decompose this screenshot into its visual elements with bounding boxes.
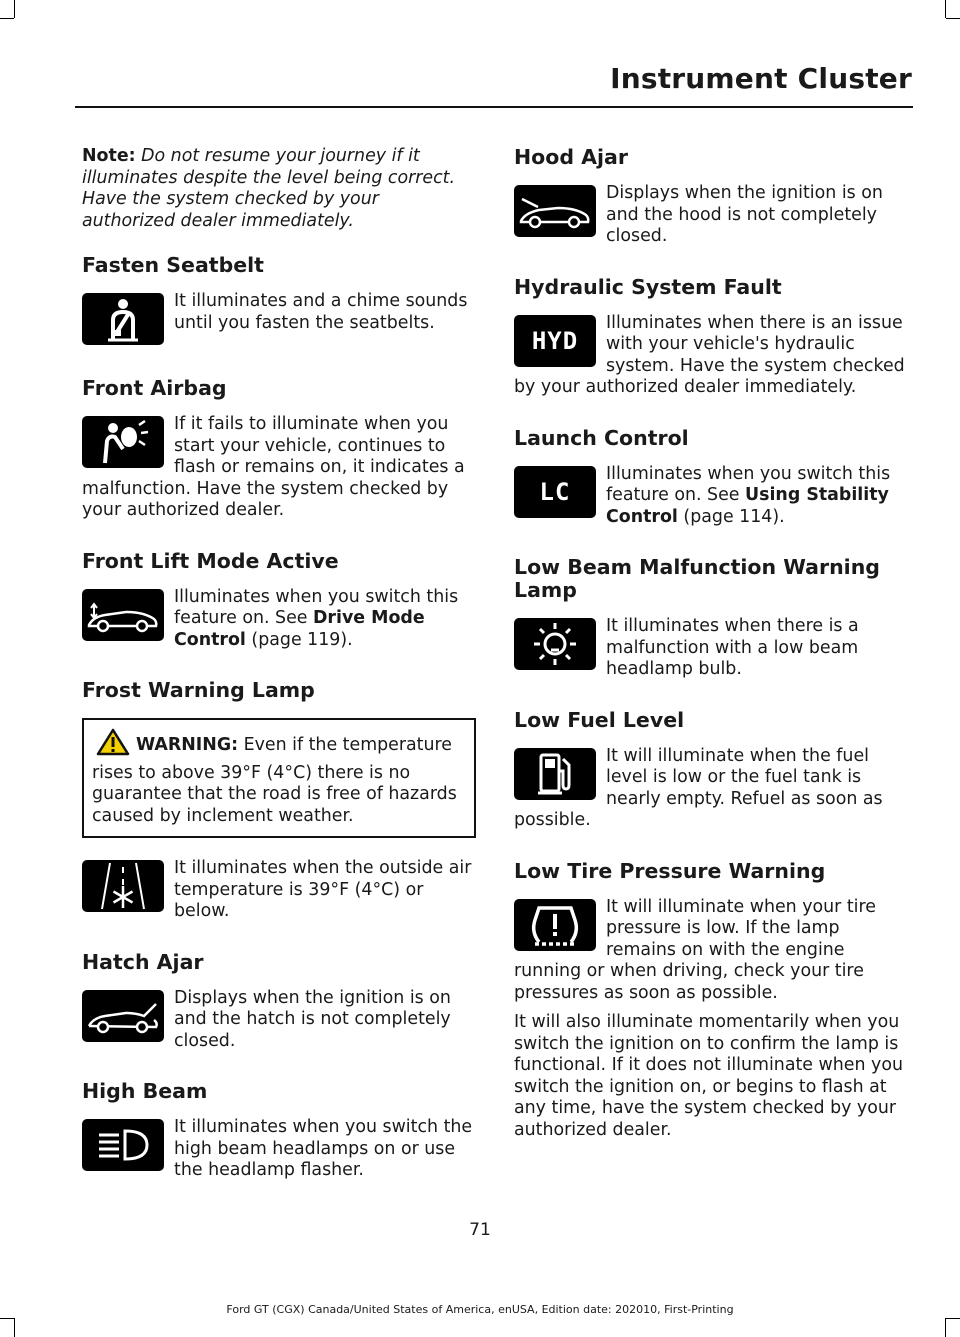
crop-mark — [0, 1318, 14, 1319]
section-heading: Fasten Seatbelt — [82, 253, 264, 277]
crop-mark — [946, 1318, 960, 1319]
section-heading: Launch Control — [514, 425, 689, 450]
section-heading: Low Beam Malfunction Warning Lamp — [514, 555, 880, 602]
note-paragraph — [82, 146, 476, 232]
warning-box — [82, 718, 476, 838]
launch-text-before: Illuminates when you switch this feature on. See — [606, 463, 891, 505]
hatch-ajar-icon — [82, 990, 164, 1042]
airbag-text: If it fails to illuminate when you start your vehicle, continues to flash or remains on, it indicates a malfunction. Have the system checked by your authorized dealer. — [82, 414, 465, 520]
footer-text: Ford GT (CGX) Canada/United States of America, enUSA, Edition date: 202010, First-Printing — [226, 1303, 734, 1316]
fuel-pump-icon — [514, 748, 596, 800]
crop-mark — [946, 18, 960, 19]
tire-pressure-icon — [514, 899, 596, 951]
hood-text: Displays when the ignition is on and the hood is not completely closed. — [606, 183, 883, 246]
fuel-text: It will illuminate when the fuel level is low or the fuel tank is nearly empty. Refuel as soon as possible. — [514, 745, 883, 830]
crop-mark — [945, 1318, 946, 1337]
front-lift-entry — [82, 587, 476, 652]
frost-text: It illuminates when the outside air temperature is 39°F (4°C) or below. — [174, 858, 472, 921]
tire-entry — [514, 897, 908, 1005]
section-heading: Hydraulic System Fault — [514, 274, 782, 299]
section-heading: Front Lift Mode Active — [82, 548, 339, 573]
launch-text-after: (page 114). — [677, 506, 785, 527]
crop-mark — [14, 0, 15, 18]
frost-entry — [82, 858, 476, 923]
launch-icon-text: LC — [539, 477, 571, 506]
frost-icon — [82, 860, 164, 912]
crop-mark — [945, 0, 946, 18]
airbag-icon — [82, 416, 164, 468]
drive-mode-control-link[interactable]: Drive Mode Control — [174, 608, 425, 650]
high-beam-icon — [82, 1119, 164, 1171]
section-heading: High Beam — [82, 1079, 208, 1103]
hydraulic-icon-text: HYD — [531, 326, 579, 355]
warning-text — [92, 728, 466, 827]
crop-mark — [0, 18, 14, 19]
crop-mark — [14, 1318, 15, 1337]
tire-text: It will illuminate when your tire pressure is low. If the lamp remains on with the engine running or when driving, check your tire pressures as soon as possible. — [514, 896, 876, 1003]
front-lift-text-after: (page 119). — [245, 629, 353, 650]
warning-body: Even if the temperature rises to above 39°F (4°C) there is no guarantee that the road is free of hazards caused by inclement weather. — [92, 735, 457, 826]
hatch-entry — [82, 988, 476, 1053]
high-beam-entry — [82, 1117, 476, 1182]
launch-control-icon — [514, 466, 596, 518]
section-heading: Frost Warning Lamp — [82, 678, 315, 702]
hydraulic-entry — [514, 313, 908, 399]
warning-triangle-icon — [96, 728, 130, 763]
section-heading: Hatch Ajar — [82, 949, 204, 974]
hood-ajar-icon — [514, 185, 596, 237]
page-number: 71 — [469, 1220, 491, 1240]
launch-entry — [514, 464, 908, 529]
right-column — [514, 146, 908, 1141]
page-title: Instrument Cluster — [610, 62, 912, 95]
low-beam-icon — [514, 618, 596, 670]
front-lift-icon — [82, 589, 164, 641]
section-heading: Hood Ajar — [514, 145, 628, 169]
hood-entry — [514, 183, 908, 248]
note-text: Do not resume your journey if it illuminates despite the level being correct. Have the system checked by your authorized dealer immediately. — [82, 146, 456, 231]
hydraulic-text: Illuminates when there is an issue with your vehicle's hydraulic system. Have the system checked by your authorized dealer immediately. — [514, 312, 905, 397]
airbag-entry — [82, 414, 476, 522]
seatbelt-entry — [82, 291, 476, 349]
section-heading: Low Fuel Level — [514, 707, 685, 732]
seatbelt-text: It illuminates and a chime sounds until you fasten the seatbelts. — [174, 291, 468, 333]
seatbelt-icon — [82, 293, 164, 345]
front-lift-text-before: Illuminates when you switch this feature on. See — [174, 586, 459, 628]
warning-label: WARNING: — [136, 735, 239, 755]
low-beam-text: It illuminates when there is a malfunction with a low beam headlamp bulb. — [606, 616, 859, 679]
low-beam-entry — [514, 616, 908, 681]
note-label: Note: — [82, 146, 136, 166]
stability-control-link[interactable]: Using Stability Control — [606, 485, 889, 527]
high-beam-text: It illuminates when you switch the high beam headlamps on or use the headlamp flasher. — [174, 1117, 473, 1180]
header-rule — [75, 106, 913, 108]
tire-text-2: It will also illuminate momentarily when you switch the ignition on to confirm the lamp is functional. If it does not illuminate when you switch the ignition on, or begins to flash at any time, have the system checked by your authorized dealer. — [514, 1012, 903, 1140]
section-heading: Low Tire Pressure Warning — [514, 858, 826, 883]
section-heading: Front Airbag — [82, 376, 227, 400]
left-column — [82, 146, 476, 1210]
hydraulic-fault-icon — [514, 315, 596, 367]
fuel-entry — [514, 746, 908, 832]
hatch-text: Displays when the ignition is on and the hatch is not completely closed. — [174, 987, 451, 1051]
